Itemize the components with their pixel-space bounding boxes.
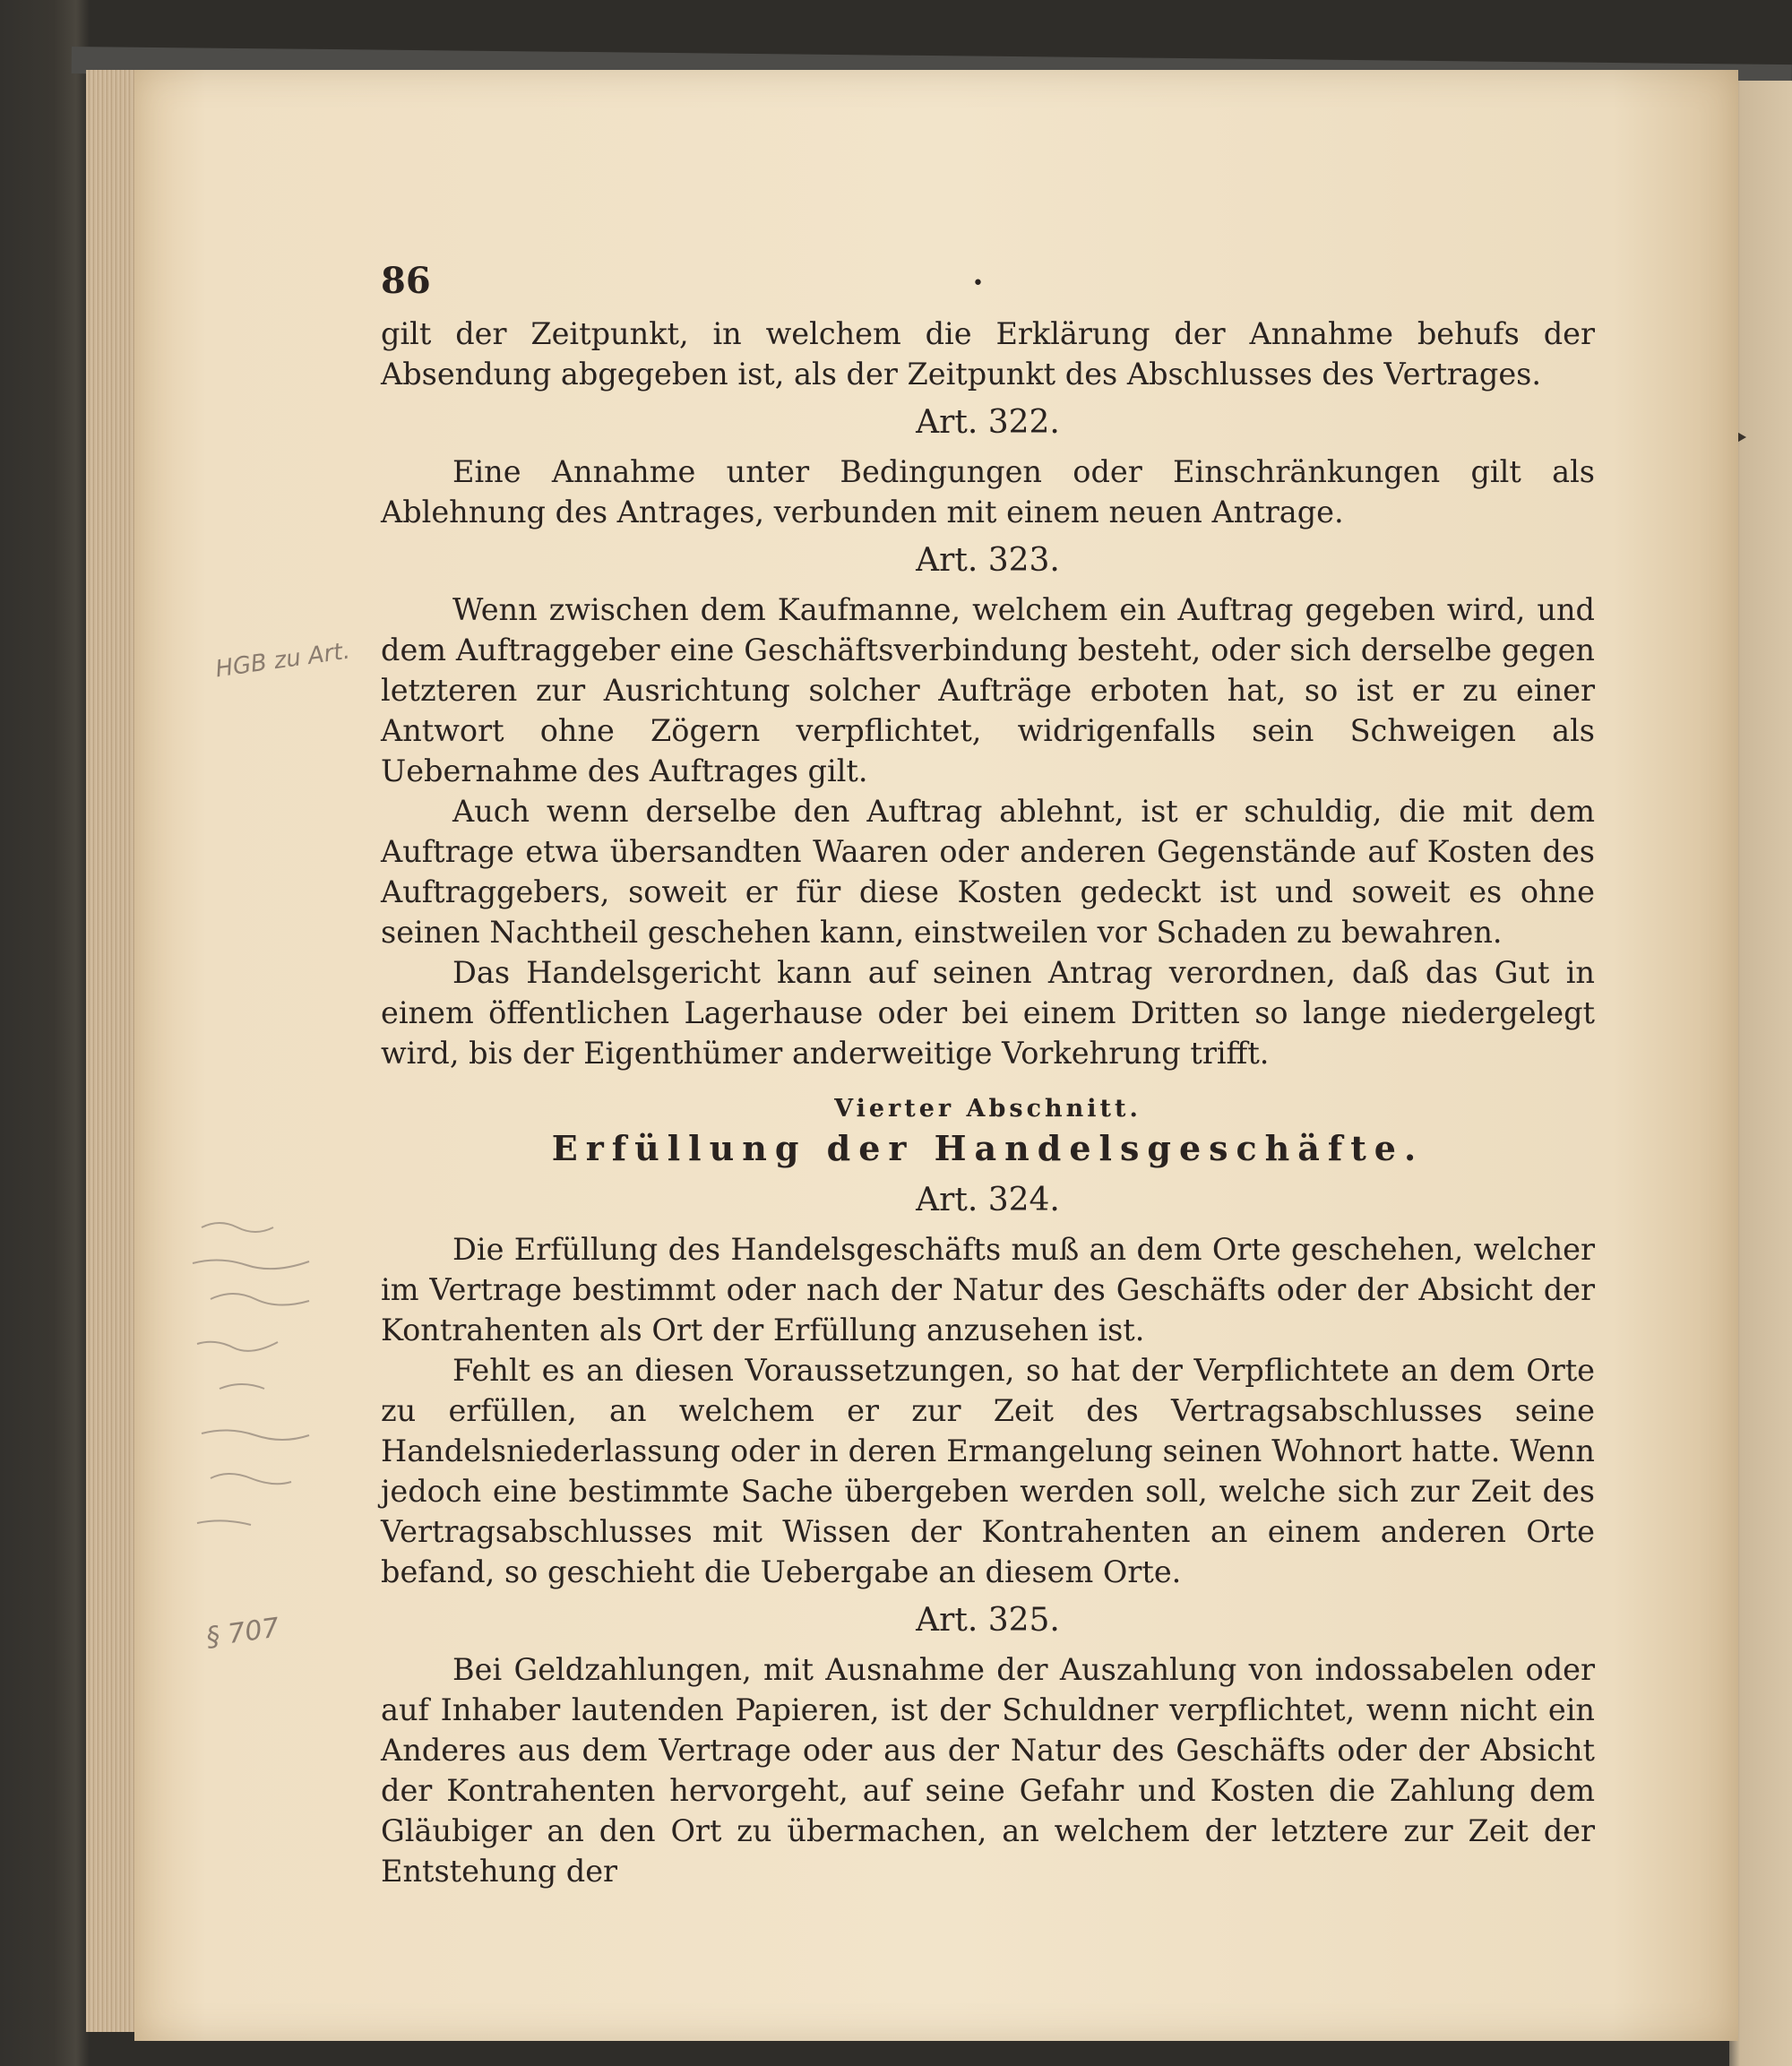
article-325-heading: Art. 325. [916, 1602, 1060, 1639]
article-322-heading: Art. 322. [916, 404, 1060, 441]
page-number: 86 [381, 260, 431, 302]
article-323-heading: Art. 323. [916, 542, 1060, 579]
margin-note-bottom: § 707 [203, 1612, 281, 1654]
page-header [381, 260, 1595, 314]
article-324-paragraph-1: Die Erfüllung des Handelsgeschäfts muß an dem Orte geschehen, welcher im Vertrage bestimmt oder nach der Natur des Geschäfts oder der Absicht der Kontrahenten als Ort der Erfüllung anzusehen ist. [381, 1232, 1595, 1347]
facing-page-edge [1729, 81, 1792, 2066]
section-title: Erfüllung der Handelsgeschäfte. [551, 1128, 1425, 1168]
article-323-paragraph-2: Auch wenn derselbe den Auftrag ablehnt, ist er schuldig, die mit dem Auftrage etwa übersandten Waaren oder anderen Gegenstände auf Kosten des Auftraggebers, soweit er für diese Kosten gedeckt ist und soweit es ohne seinen Nachtheil geschehen kann, einstweilen vor Schaden zu bewahren. [381, 794, 1595, 950]
intro-paragraph: gilt der Zeitpunkt, in welchem die Erklärung der Annahme behufs der Absendung abgegeben ist, als der Zeitpunkt des Abschlusses des Vertrages. [381, 316, 1595, 392]
margin-note-top: HGB zu Art. [213, 637, 352, 684]
section-label: Vierter Abschnitt. [834, 1095, 1142, 1123]
article-324-paragraph-2: Fehlt es an diesen Voraussetzungen, so hat der Verpflichtete an dem Orte zu erfüllen, an welchem er zur Zeit des Vertragsabschlusses seine Handelsniederlassung oder in deren Ermangelung seinen Wohnort hatte. Wenn jedoch eine bestimmte Sache übergeben werden soll, welche sich zur Zeit des Vertragsabschlusses mit Wissen der Kontrahenten an einem anderen Orte befand, so geschieht die Uebergabe an diesem Orte. [381, 1353, 1595, 1589]
article-323-paragraph-1: Wenn zwischen dem Kaufmanne, welchem ein Auftrag gegeben wird, und dem Auftraggeber eine Geschäftsverbindung besteht, oder sich derselbe gegen letzteren zur Ausrichtung solcher Aufträge erboten hat, so ist er zu einer Antwort ohne Zögern verpflichtet, widrigenfalls sein Schweigen als Uebernahme des Auftrages gilt. [381, 592, 1595, 788]
page-edges [86, 70, 140, 2032]
article-323-paragraph-3: Das Handelsgericht kann auf seinen Antrag verordnen, daß das Gut in einem öffentlichen Lagerhause oder bei einem Dritten so lange niedergelegt wird, bis der Eigenthümer anderweitige Vorkehrung trifft. [381, 955, 1595, 1071]
article-324-heading: Art. 324. [916, 1182, 1060, 1218]
ornament-icon: • [972, 272, 984, 295]
article-322-paragraph: Eine Annahme unter Bedingungen oder Einschränkungen gilt als Ablehnung des Antrages, verbunden mit einem neuen Antrage. [381, 454, 1595, 529]
pencil-scribbles-icon [184, 1209, 381, 1568]
page-content [381, 260, 1595, 1891]
article-325-paragraph: Bei Geldzahlungen, mit Ausnahme der Auszahlung von indossabelen oder auf Inhaber lautenden Papieren, ist der Schuldner verpflichtet, wenn nicht ein Anderes aus dem Vertrage oder aus der Natur des Geschäfts oder der Absicht der Kontrahenten hervorgeht, auf seine Gefahr und Kosten die Zahlung dem Gläubiger an den Ort zu übermachen, an welchem der letztere zur Zeit der Entstehung der [381, 1652, 1595, 1889]
